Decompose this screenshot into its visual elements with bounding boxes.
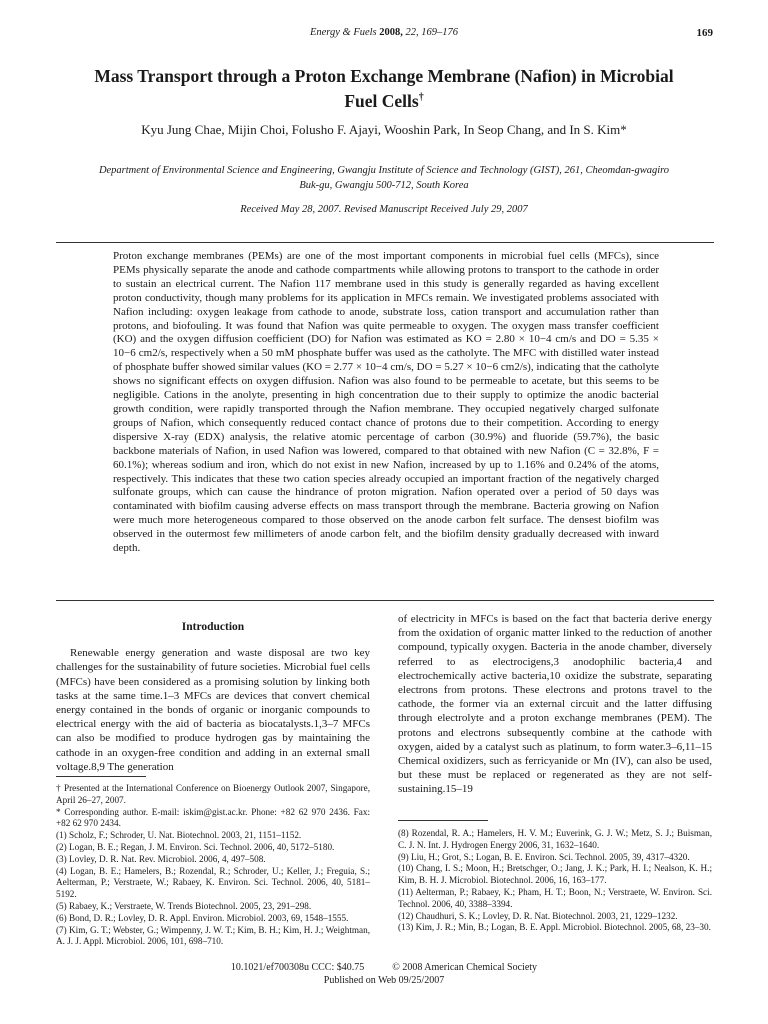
reference: (2) Logan, B. E.; Regan, J. M. Environ. Sci. Technol. 2006, 40, 5172–5180.: [56, 841, 335, 852]
reference: (5) Rabaey, K.; Verstraete, W. Trends Biotechnol. 2005, 23, 291–298.: [56, 900, 312, 911]
published-date: Published on Web 09/25/2007: [323, 975, 445, 986]
reference: (1) Scholz, F.; Schroder, U. Nat. Biotechnol. 2003, 21, 1151–1152.: [56, 830, 302, 841]
intro-paragraph-left: Renewable energy generation and waste disposal are two key challenges for the sustainability of future societies. Microbial fuel cells (MFCs) have been considered as a promising solution by linking both tasks at the same time.1–3 MFCs are devices that convert chemical energy contained in the bonds of organic or inorganic compounds to electrical energy with the aid of bacteria as biocatalysts.1,3–7 MFCs can also be modified to produce hydrogen gas by maintaining the cathode in an oxygen-free condition and adding in an external small voltage.8,9 The generation: [56, 647, 370, 773]
footnotes-left: [56, 783, 370, 948]
reference: (13) Kim, J. R.; Min, B.; Logan, B. E. Appl. Microbiol. Biotechnol. 2005, 68, 23–30.: [398, 922, 711, 933]
footer-line-1: [0, 961, 768, 974]
footnote: * Corresponding author. E-mail: iskim@gist.ac.kr. Phone: +82 62 970 2436. Fax: +82 62 970 2434.: [56, 806, 370, 829]
reference: (7) Kim, G. T.; Webster, G.; Wimpenny, J. W. T.; Kim, B. H.; Kim, H. J.; Weightman, A. J. J. Appl. Microbiol. 2006, 101, 698–710.: [56, 924, 370, 947]
running-header: [0, 27, 768, 43]
journal-year: 2008,: [379, 27, 403, 38]
reference: (3) Lovley, D. R. Nat. Rev. Microbiol. 2006, 4, 497–508.: [56, 853, 266, 864]
reference: (8) Rozendal, R. A.; Hamelers, H. V. M.; Euverink, G. J. W.; Metz, S. J.; Buisman, C. J. N. Int. J. Hydrogen Energy 2006, 31, 1632–1640.: [398, 828, 712, 850]
abstract-top-rule: [56, 242, 714, 243]
footnotes-right: [398, 828, 712, 934]
page-number: 169: [696, 27, 713, 39]
affiliation: Department of Environmental Science and Engineering, Gwangju Institute of Science and Technology (GIST), 261, Cheomdan-gwagiro Buk-gu, Gwangju 500-712, South Korea: [98, 165, 670, 191]
footnote: † Presented at the International Conference on Bioenergy Outlook 2007, Singapore, April 26–27, 2007.: [56, 783, 370, 805]
paper-title: [80, 65, 688, 112]
reference: (10) Chang, I. S.; Moon, H.; Bretschger, O.; Jang, J. K.; Park, H. I.; Nealson, K. H.; Kim, B. H. J. Microbiol. Biotechnol. 2006, 16, 163–177.: [398, 863, 712, 886]
body-column-left: [56, 620, 370, 774]
abstract-bottom-rule: [56, 600, 714, 601]
author-list: Kyu Jung Chae, Mijin Choi, Folusho F. Ajayi, Wooshin Park, In Seop Chang, and In S. Kim*: [141, 122, 627, 137]
page-footer: [0, 961, 768, 987]
reference: (9) Liu, H.; Grot, S.; Logan, B. E. Environ. Sci. Technol. 2005, 39, 4317–4320.: [398, 851, 690, 862]
reference: (12) Chaudhuri, S. K.; Lovley, D. R. Nat. Biotechnol. 2003, 21, 1229–1232.: [398, 910, 678, 921]
reference: (11) Aelterman, P.; Rabaey, K.; Pham, H. T.; Boon, N.; Verstraete, W. Environ. Sci. Technol. 2006, 40, 3388–3394.: [398, 886, 712, 909]
reference: (6) Bond, D. R.; Lovley, D. R. Appl. Environ. Microbiol. 2003, 69, 1548–1555.: [56, 912, 349, 923]
reference: (4) Logan, B. E.; Hamelers, B.; Rozendal, R.; Schroder, U.; Keller, J.; Freguia, S.; Aelterman, P.; Verstraete, W.; Rabaey, K. Environ. Sci. Technol. 2006, 40, 5181–5192.: [56, 865, 370, 900]
title-dagger: †: [418, 92, 424, 103]
footnote-rule-right: [398, 820, 488, 821]
copyright: © 2008 American Chemical Society: [392, 962, 538, 973]
footnote-rule-left: [56, 776, 146, 777]
title-text: Mass Transport through a Proton Exchange Membrane (Nafion) in Microbial Fuel Cells: [94, 66, 674, 111]
body-column-right: [398, 612, 712, 797]
intro-paragraph-right: of electricity in MFCs is based on the fact that bacteria derive energy from the oxidation of organic matter linked to the reduction of another compound, typically oxygen. Bacteria in the anode chamber, diversely referred to as electrocigens,3 anodophilic bacteria,4 and electrochemically active bacteria,10 oxidize the substrate, separating electrons from protons. These electrons and protons travel to the cathode, the former via an external circuit and the latter diffusing through electrolyte and a proton exchange membranes (PEM). The protons and electrons subsequently combine at the cathode with oxygen, aided by a catalyst such as platinum, to form water.3–6,11–15 Chemical oxidizers, such as ferricyanide or Mn (IV), can also be used, but these must be replaced or regenerated as they are not self-sustaining.15–19: [398, 613, 712, 796]
abstract: Proton exchange membranes (PEMs) are one of the most important components in microbial fuel cells (MFCs), since PEMs physically separate the anode and cathode compartments while allowing protons to transport to the cathode in order to sustain an electrical current. The Nafion 117 membrane used in this study is generally regarded as having excellent proton conductivity, though many problems for its application in MFCs remain. We investigated problems associated with Nafion including: oxygen leakage from cathode to anode, substrate loss, cation transport and accumulation rather than protons, and biofouling. It was found that Nafion was quite permeable to oxygen. The oxygen mass transfer coefficient (KO) and the oxygen diffusion coefficient (DO) for Nafion was estimated as KO = 2.80 × 10−4 cm/s and DO = 5.35 × 10−6 cm2/s, respectively when a 50 mM phosphate buffer was used as the catholyte. The MFC with distilled water instead of phosphate buffer showed similar values (KO = 2.77 × 10−4 cm/s, DO = 5.27 × 10−6 cm2/s), indicating that the catholyte shows no significant effects on oxygen diffusion. Nafion was also found to be permeable to acetate, but this seems to be negligible. Cations in the anolyte, presenting in high concentration due to their supply to optimize the anodic bacterial growth condition, were rapidly transported through the Nafion membrane. They occupied negatively charged sulfonate groups of Nafion, which consequently reduced contact chance of protons due to their competition. According to energy dispersive X-ray (EDX) analysis, the relative atomic percentage of carbon (30.9%) and fluoride (59.7%), the basic backbone materials of Nafion, in used Nafion was lowered, compared to that obtained with new Nafion (C = 32.8%, F = 60.1%); whereas sodium and iron, which do not exist in new Nafion, increased by up to 1.16% and 0.24% of the atoms, respectively. This indicates that these two cation species already occupied an important fraction of the negatively charged sulfonate groups, which can cause the hindrance of proton migration. Nafion operated over a period of 50 days was contaminated with biofilm causing adverse effects on mass transport through the membrane. Bacteria growing on Nafion were much more heterogeneous compared to those observed on the anode carbon felt surface. The densest biofilm was observed in the outermost few millimeters of anode carbon felt, and the biofilm density gradually decreased with inward depth.: [113, 250, 659, 555]
journal-volume-pages: 22, 169–176: [405, 27, 459, 38]
doi-price: 10.1021/ef700308u CCC: $40.75: [230, 962, 365, 973]
received-dates: Received May 28, 2007. Revised Manuscript Received July 29, 2007: [240, 204, 528, 215]
section-heading-introduction: Introduction: [181, 621, 245, 633]
journal-name: Energy & Fuels: [309, 27, 377, 38]
journal-citation: [0, 27, 768, 38]
